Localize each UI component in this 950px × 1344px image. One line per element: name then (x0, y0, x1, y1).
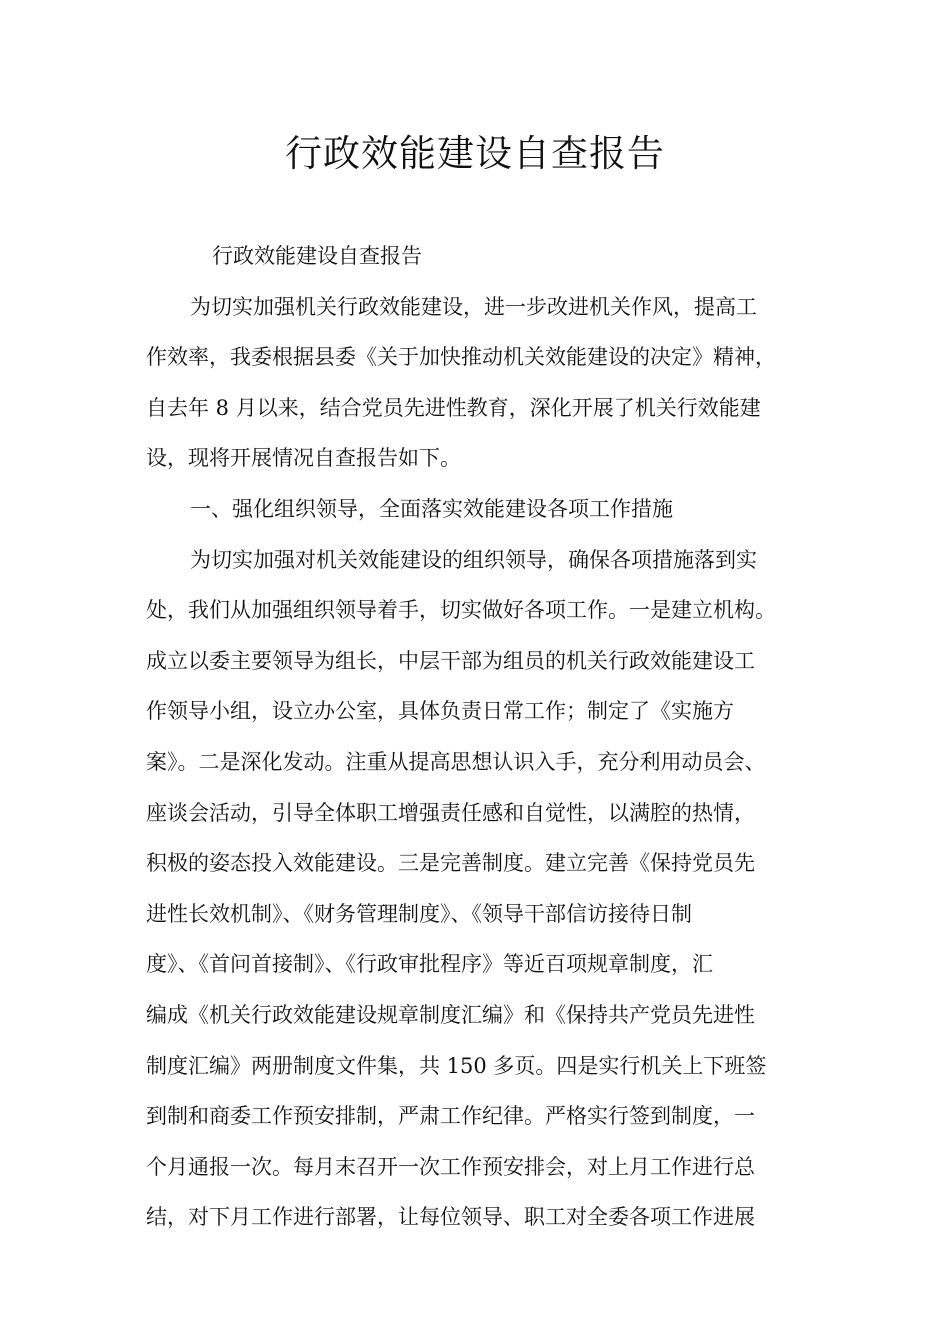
paragraph-2-line-8: 进性长效机制》、《财务管理制度》、《领导干部信访接待日制 (146, 901, 692, 926)
paragraph-2-line-11: 制度汇编》两册制度文件集，共 150 多页。四是实行机关上下班签 (146, 1053, 767, 1078)
section-heading-1: 一、强化组织领导，全面落实效能建设各项工作措施 (190, 496, 673, 521)
paragraph-2-line-7: 积极的姿态投入效能建设。三是完善制度。建立完善《保持党员先 (146, 851, 755, 876)
paragraph-1-line-2: 作效率，我委根据县委《关于加快推动机关效能建设的决定》精神， (146, 345, 776, 370)
paragraph-1-line-3: 自去年 8 月以来，结合党员先进性教育，深化开展了机关行效能建 (146, 395, 761, 420)
paragraph-2-line-1: 为切实加强对机关效能建设的组织领导，确保各项措施落到实 (190, 547, 757, 572)
paragraph-2-line-5: 案》。二是深化发动。注重从提高思想认识入手，充分利用动员会、 (146, 749, 766, 774)
document-title: 行政效能建设自查报告 (285, 132, 665, 175)
paragraph-2-line-14: 结，对下月工作进行部署，让每位领导、职工对全委各项工作进展 (146, 1205, 755, 1230)
paragraph-2-line-3: 成立以委主要领导为组长，中层干部为组员的机关行政效能建设工 (146, 648, 755, 673)
paragraph-2-line-13: 个月通报一次。每月末召开一次工作预安排会，对上月工作进行总 (146, 1154, 755, 1179)
paragraph-1-line-4: 设，现将开展情况自查报告如下。 (146, 446, 461, 471)
paragraph-2-line-4: 作领导小组，设立办公室，具体负责日常工作；制定了《实施方 (146, 699, 734, 724)
paragraph-2-line-6: 座谈会活动，引导全体职工增强责任感和自觉性，以满腔的热情， (146, 800, 755, 825)
paragraph-2-line-10: 编成《机关行政效能建设规章制度汇编》和《保持共产党员先进性 (146, 1002, 755, 1027)
document-subtitle: 行政效能建设自查报告 (212, 244, 422, 268)
paragraph-2-line-9: 度》、《首问首接制》、《行政审批程序》等近百项规章制度，汇 (146, 952, 713, 977)
document-body (146, 231, 826, 1243)
paragraph-1-line-1: 为切实加强机关行政效能建设，进一步改进机关作风，提高工 (190, 294, 757, 319)
paragraph-2-line-2: 处，我们从加强组织领导着手，切实做好各项工作。一是建立机构。 (146, 598, 776, 623)
paragraph-2-line-12: 到制和商委工作预安排制，严肃工作纪律。严格实行签到制度，一 (146, 1104, 755, 1129)
